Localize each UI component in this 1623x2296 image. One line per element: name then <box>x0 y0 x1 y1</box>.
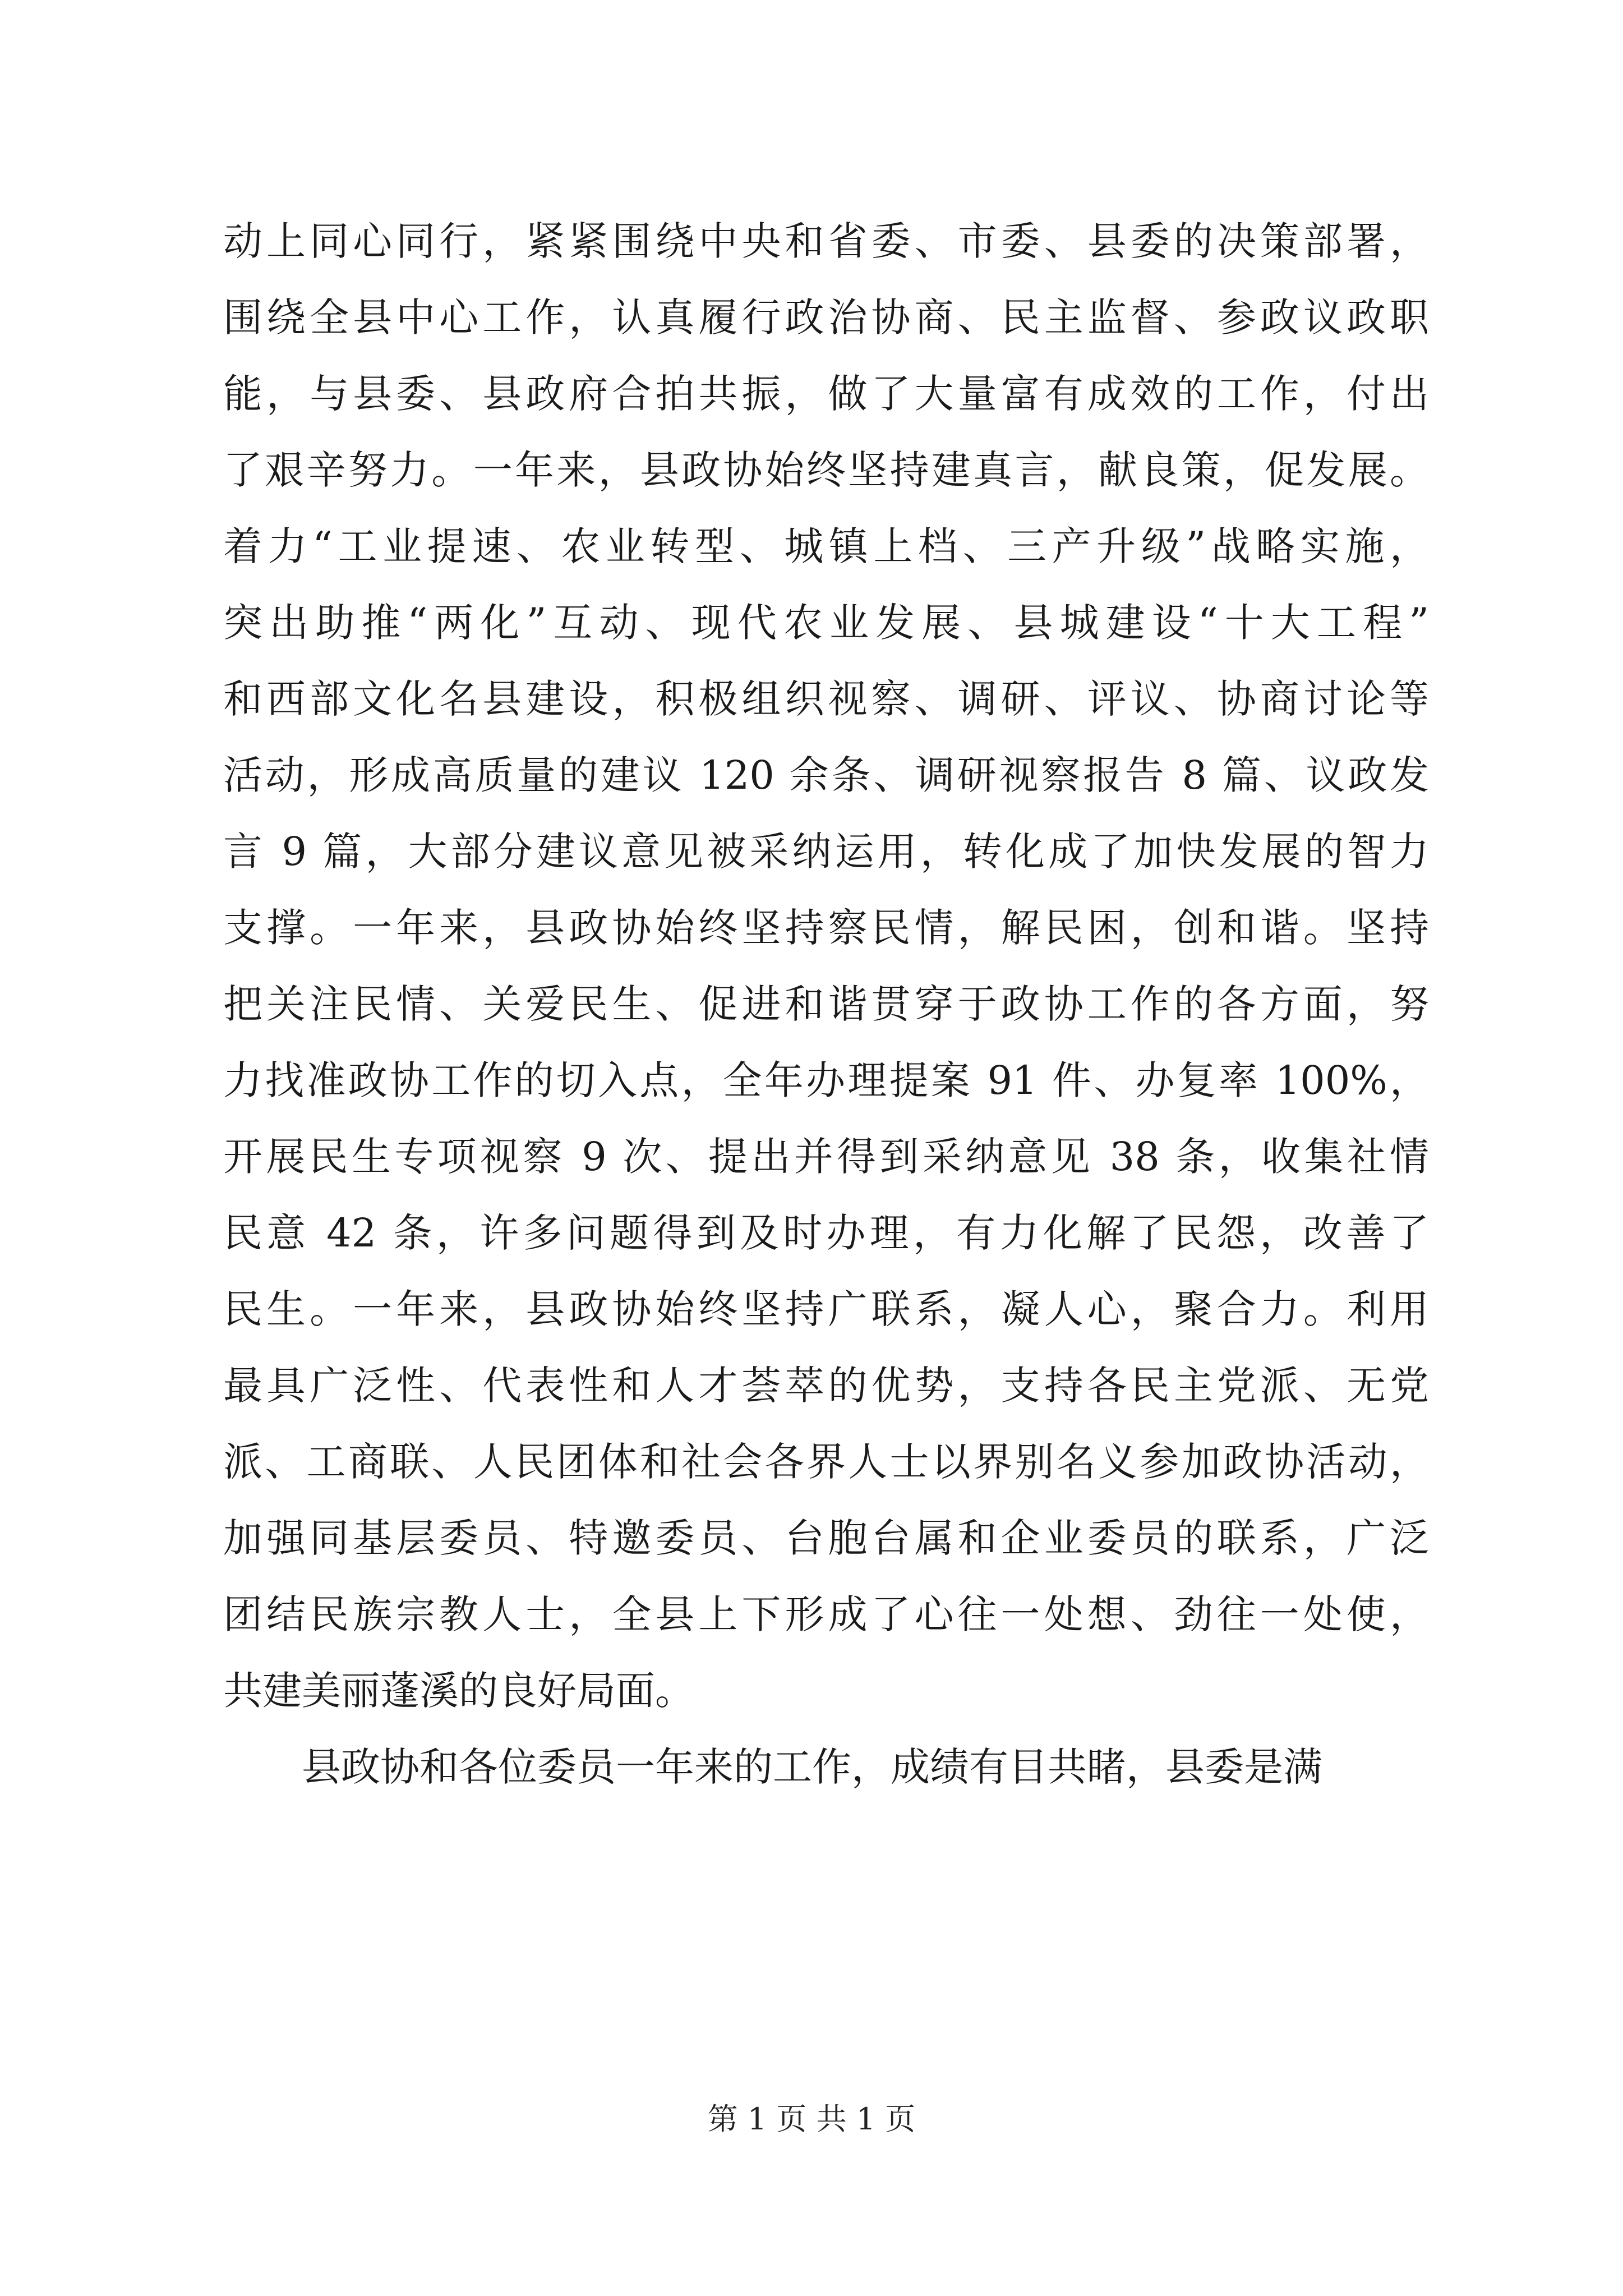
page-footer: 第 1 页 共 1 页 <box>707 2101 916 2137</box>
text-line: 最具广泛性、代表性和人才荟萃的优势，支持各民主党派、无党 <box>223 1363 1429 1409</box>
body-text <box>223 203 1429 1805</box>
text-line: 言 9 篇，大部分建议意见被采纳运用，转化成了加快发展的智力 <box>223 829 1429 875</box>
text-line: 动上同心同行，紧紧围绕中央和省委、市委、县委的决策部署， <box>223 218 1429 264</box>
text-line: 团结民族宗教人士，全县上下形成了心往一处想、劲往一处使， <box>223 1591 1429 1637</box>
text-line: 突出助推“两化”互动、现代农业发展、县城建设“十大工程” <box>223 600 1429 646</box>
text-line: 派、工商联、人民团体和社会各界人士以界别名义参加政协活动， <box>223 1439 1429 1485</box>
text-line: 加强同基层委员、特邀委员、台胞台属和企业委员的联系，广泛 <box>223 1515 1429 1561</box>
text-line: 着力“工业提速、农业转型、城镇上档、三产升级”战略实施， <box>223 523 1429 569</box>
text-line: 活动，形成高质量的建议 120 余条、调研视察报告 8 篇、议政发 <box>223 752 1429 798</box>
text-line: 共建美丽蓬溪的良好局面。 <box>223 1668 694 1714</box>
paragraph-start-line: 县政协和各位委员一年来的工作，成绩有目共睹，县委是满 <box>302 1744 1322 1790</box>
text-line: 了艰辛努力。一年来，县政协始终坚持建真言，献良策，促发展。 <box>223 447 1429 493</box>
text-line: 开展民生专项视察 9 次、提出并得到采纳意见 38 条，收集社情 <box>223 1134 1429 1180</box>
text-line: 能，与县委、县政府合拍共振，做了大量富有成效的工作，付出 <box>223 371 1429 417</box>
text-line: 力找准政协工作的切入点，全年办理提案 91 件、办复率 100%， <box>223 1057 1429 1103</box>
text-line: 支撑。一年来，县政协始终坚持察民情，解民困，创和谐。坚持 <box>223 905 1429 951</box>
text-line: 把关注民情、关爱民生、促进和谐贯穿于政协工作的各方面，努 <box>223 981 1429 1027</box>
text-line: 民意 42 条，许多问题得到及时办理，有力化解了民怨，改善了 <box>223 1210 1429 1256</box>
text-line: 和西部文化名县建设，积极组织视察、调研、评议、协商讨论等 <box>223 676 1429 722</box>
text-line: 民生。一年来，县政协始终坚持广联系，凝人心，聚合力。利用 <box>223 1286 1429 1332</box>
text-line: 围绕全县中心工作，认真履行政治协商、民主监督、参政议政职 <box>223 295 1429 341</box>
